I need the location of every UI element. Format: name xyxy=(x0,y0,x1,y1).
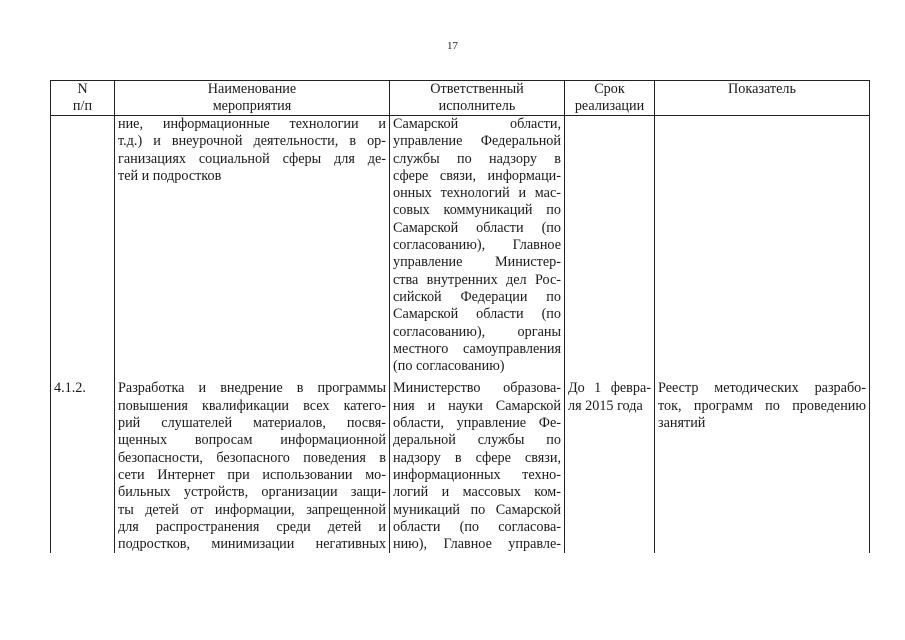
row2-indicator-line: Реестр методических разрабо- xyxy=(658,380,866,397)
row1-name-line: т.д.) и внеурочной деятельности, в ор- xyxy=(118,133,386,150)
row2-resp-line: ния и науки Самарской xyxy=(393,397,561,414)
row2-resp-line: Министерство образова- xyxy=(393,380,561,397)
row2-name-line: ты детей от информации, запрещенной xyxy=(118,501,386,518)
row1-indicator xyxy=(655,116,870,376)
row2-indicator xyxy=(655,375,870,553)
row2-name-line: сети Интернет при использовании мо- xyxy=(118,466,386,483)
row2-name-line: рий слушателей материалов, посвя- xyxy=(118,415,386,432)
row1-name xyxy=(115,116,390,376)
row1-name-line: ние, информационные технологии и xyxy=(118,116,386,132)
row2-resp-line: муникаций по Самарской xyxy=(393,501,561,518)
row2-term xyxy=(565,375,655,553)
header-indicator: Показатель xyxy=(655,81,870,116)
header-num: N п/п xyxy=(51,81,115,116)
header-term: Срок реализации xyxy=(565,81,655,116)
row1-resp-line: местного самоуправления xyxy=(393,340,561,357)
row1-resp-line: согласованию), органы xyxy=(393,323,561,340)
row2-name-line: безопасности, безопасного поведения в xyxy=(118,449,386,466)
row1-resp-line: сийской Федерации по xyxy=(393,288,561,305)
header-responsible: Ответственный исполнитель xyxy=(390,81,565,116)
row1-resp-line: Самарской области (по xyxy=(393,219,561,236)
header-name: Наименование мероприятия xyxy=(115,81,390,116)
row1-resp-line: Самарской области (по xyxy=(393,306,561,323)
row1-resp-line: согласованию), Главное xyxy=(393,237,561,254)
row2-name xyxy=(115,375,390,553)
row2-resp-line: области (по согласова- xyxy=(393,518,561,535)
row2-resp-line: логий и массовых ком- xyxy=(393,484,561,501)
row2-num: 4.1.2. xyxy=(51,375,115,553)
row1-resp-line: онных технологий и мас- xyxy=(393,185,561,202)
row1-resp-line: совых коммуникаций по xyxy=(393,202,561,219)
row1-resp-line: службы по надзору в xyxy=(393,150,561,167)
measures-table xyxy=(50,80,870,553)
row2-name-line: для распространения среди детей и xyxy=(118,518,386,535)
row2-resp-line: деральной службы по xyxy=(393,432,561,449)
row2-name-line: Разработка и внедрение в программы xyxy=(118,380,386,397)
row2-indicator-line: ток, программ по проведению xyxy=(658,397,866,414)
row1-name-line: тей и подростков xyxy=(118,167,222,184)
table-header-row xyxy=(51,81,870,116)
row2-indicator-line: занятий xyxy=(658,415,706,432)
row1-num xyxy=(51,116,115,376)
page-number: 17 xyxy=(447,40,458,52)
row2-responsible xyxy=(390,375,565,553)
row2-name-line: щенных вопросам информационной xyxy=(118,432,386,449)
row1-term xyxy=(565,116,655,376)
row1-resp-line: управление Министер- xyxy=(393,254,561,271)
row1-resp-line: Самарской области, xyxy=(393,116,561,132)
row2-name-line: бильных устройств, организации защи- xyxy=(118,484,386,501)
table-row xyxy=(51,116,870,376)
row2-name-line: подростков, минимизации негативных xyxy=(118,536,386,553)
row2-term-line: До 1 февра- xyxy=(568,380,651,397)
row1-resp-line: (по согласованию) xyxy=(393,358,505,375)
row2-resp-line: информационных техно- xyxy=(393,466,561,483)
row2-resp-line: нию), Главное управле- xyxy=(393,536,561,553)
row1-resp-line: управление Федеральной xyxy=(393,133,561,150)
row1-name-line: ганизациях социальной сферы для де- xyxy=(118,150,386,167)
row1-resp-line: сфере связи, информаци- xyxy=(393,167,561,184)
row2-resp-line: надзору в сфере связи, xyxy=(393,449,561,466)
row2-resp-line: области, управление Фе- xyxy=(393,415,561,432)
row1-responsible xyxy=(390,116,565,376)
table-row xyxy=(51,375,870,553)
row1-resp-line: ства внутренних дел Рос- xyxy=(393,271,561,288)
row2-term-line: ля 2015 года xyxy=(568,397,643,414)
row2-name-line: повышения квалификации всех катего- xyxy=(118,397,386,414)
